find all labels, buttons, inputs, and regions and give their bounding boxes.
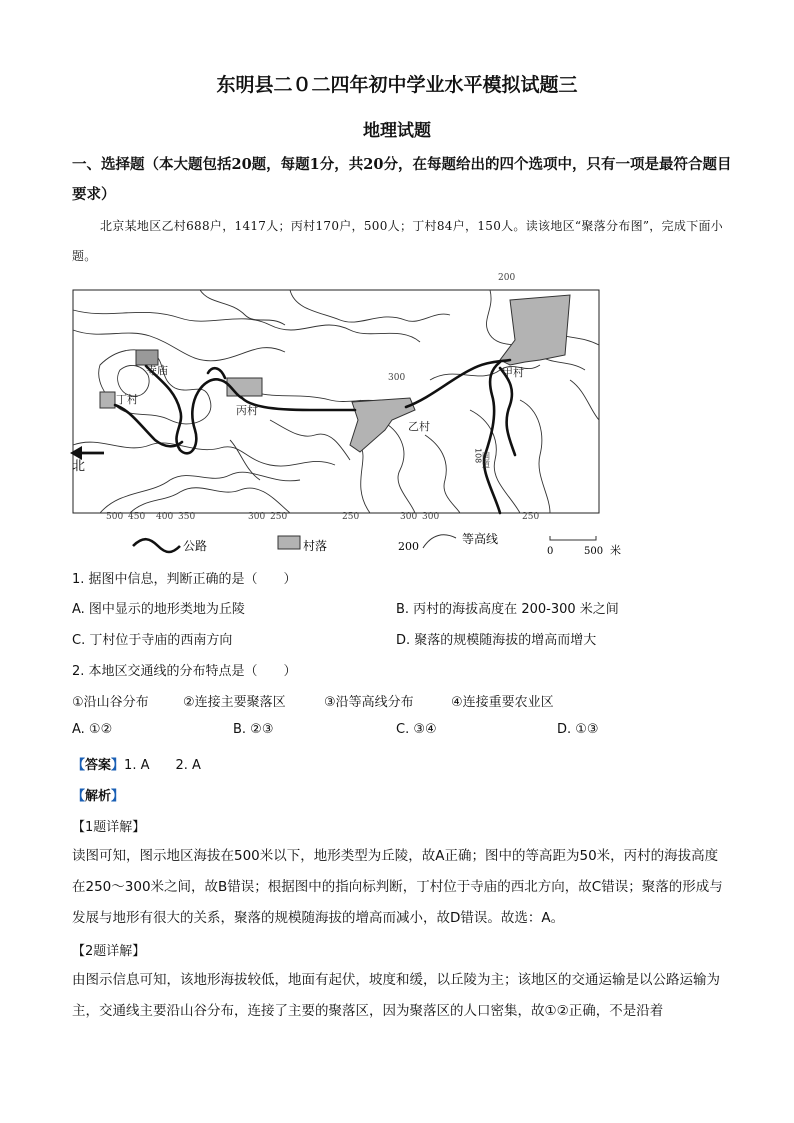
legend-village-label: 村落 [303,539,328,553]
north-label: 北 [72,459,86,474]
contour-label-bottom: 450 [128,512,146,522]
ding-village-label: 丁村 [116,393,138,406]
bing-village-label: 丙村 [236,404,258,417]
jia-village-label: 甲村 [502,366,524,379]
scale-zero: 0 [547,546,554,557]
highway-number: 108 [473,448,483,464]
map-legend [133,531,621,557]
contour-label-bottom: 350 [178,512,196,522]
question-2-item-4: ④连接重要农业区 [451,695,554,710]
temple-label: 寺庙 [146,364,168,377]
page-subtitle: 地理试题 [363,121,431,141]
contour-label-bottom: 250 [522,512,540,522]
question-2-option-d[interactable]: D. ①③ [557,722,599,737]
question-1-option-b[interactable]: B. 丙村的海拔高度在 200-300 米之间 [396,602,619,617]
scale-unit: 米 [610,544,621,557]
question-2-option-a[interactable]: A. ①② [72,722,113,737]
q1-detail-label: 【1题详解】 [72,820,146,835]
question-intro: 北京某地区乙村688户，1417人；丙村170户，500人；丁村84户，150人。读该地区“聚落分布图”，完成下面小题。 [72,219,724,263]
question-2-option-b[interactable]: B. ②③ [233,722,274,737]
jia-village-shape [500,295,570,365]
highway-label: 国道 [481,452,491,468]
question-2-item-3: ③沿等高线分布 [324,695,414,710]
contour-label-bottom: 400 [156,512,174,522]
question-2-stem: 2. 本地区交通线的分布特点是（ ） [72,664,297,679]
legend-contour-value: 200 [398,540,419,553]
q1-detail-text: 读图可知，图示地区海拔在500米以下，地形类型为丘陵，故A正确；图中的等高距为50米，丙村的海拔高度在250～300米之间，故B错误；根据图中的指向标判断，丁村位于寺庙的西北方向，故C错误；聚落的形成与发展与地形有很大的关系，聚落的规模随海拔的增高而减小，故D错误。故选：A。 [72,848,723,926]
contour-label-bottom: 300 [248,512,266,522]
legend-contour-label: 等高线 [462,532,499,546]
contour-label-bottom: 250 [342,512,360,522]
temple-shape [136,350,158,365]
legend-road-label: 公路 [183,539,208,553]
q2-detail-text: 由图示信息可知，该地形海拔较低，地面有起伏，坡度和缓，以丘陵为主；该地区的交通运输是以公路运输为主，交通线主要沿山谷分布，连接了主要的聚落区，因为聚落区的人口密集，故①②正确，不是沿着 [72,972,720,1019]
ding-village-shape [100,392,115,408]
question-2-option-c[interactable]: C. ③④ [396,722,437,737]
question-2-item-2: ②连接主要聚落区 [183,695,286,710]
scale-bar [550,536,596,540]
question-1-option-d[interactable]: D. 聚落的规模随海拔的增高而增大 [396,633,597,648]
roads [115,360,515,513]
answer-line [72,754,201,773]
analysis-label: 【解析】 [72,789,125,804]
q2-detail-label: 【2题详解】 [72,944,146,959]
question-1-option-a[interactable]: A. 图中显示的地形类地为丘陵 [72,602,245,617]
answer-text: 1. A 2. A [124,758,201,773]
answer-label: 【答案】 [72,758,125,773]
contour-label-bottom: 250 [270,512,288,522]
page-title: 东明县二０二四年初中学业水平模拟试题三 [216,74,578,96]
settlement-map [70,270,630,560]
contour-label-mid: 300 [388,373,406,383]
contour-label-bottom: 300 [400,512,418,522]
section-heading: 一、选择题（本大题包括20题，每题1分，共20分，在每题给出的四个选项中，只有一项是最符合题目要求） [72,156,732,203]
question-1-option-c[interactable]: C. 丁村位于寺庙的西南方向 [72,633,233,648]
contour-label-bottom: 300 [422,512,440,522]
contour-label-top: 200 [498,273,516,283]
scale-value: 500 [584,546,604,557]
question-2-item-1: ①沿山谷分布 [72,695,149,710]
north-arrow [70,446,104,460]
yi-village-label: 乙村 [408,420,430,433]
question-1-stem: 1. 据图中信息，判断正确的是（ ） [72,572,297,587]
contour-label-bottom: 500 [106,512,124,522]
